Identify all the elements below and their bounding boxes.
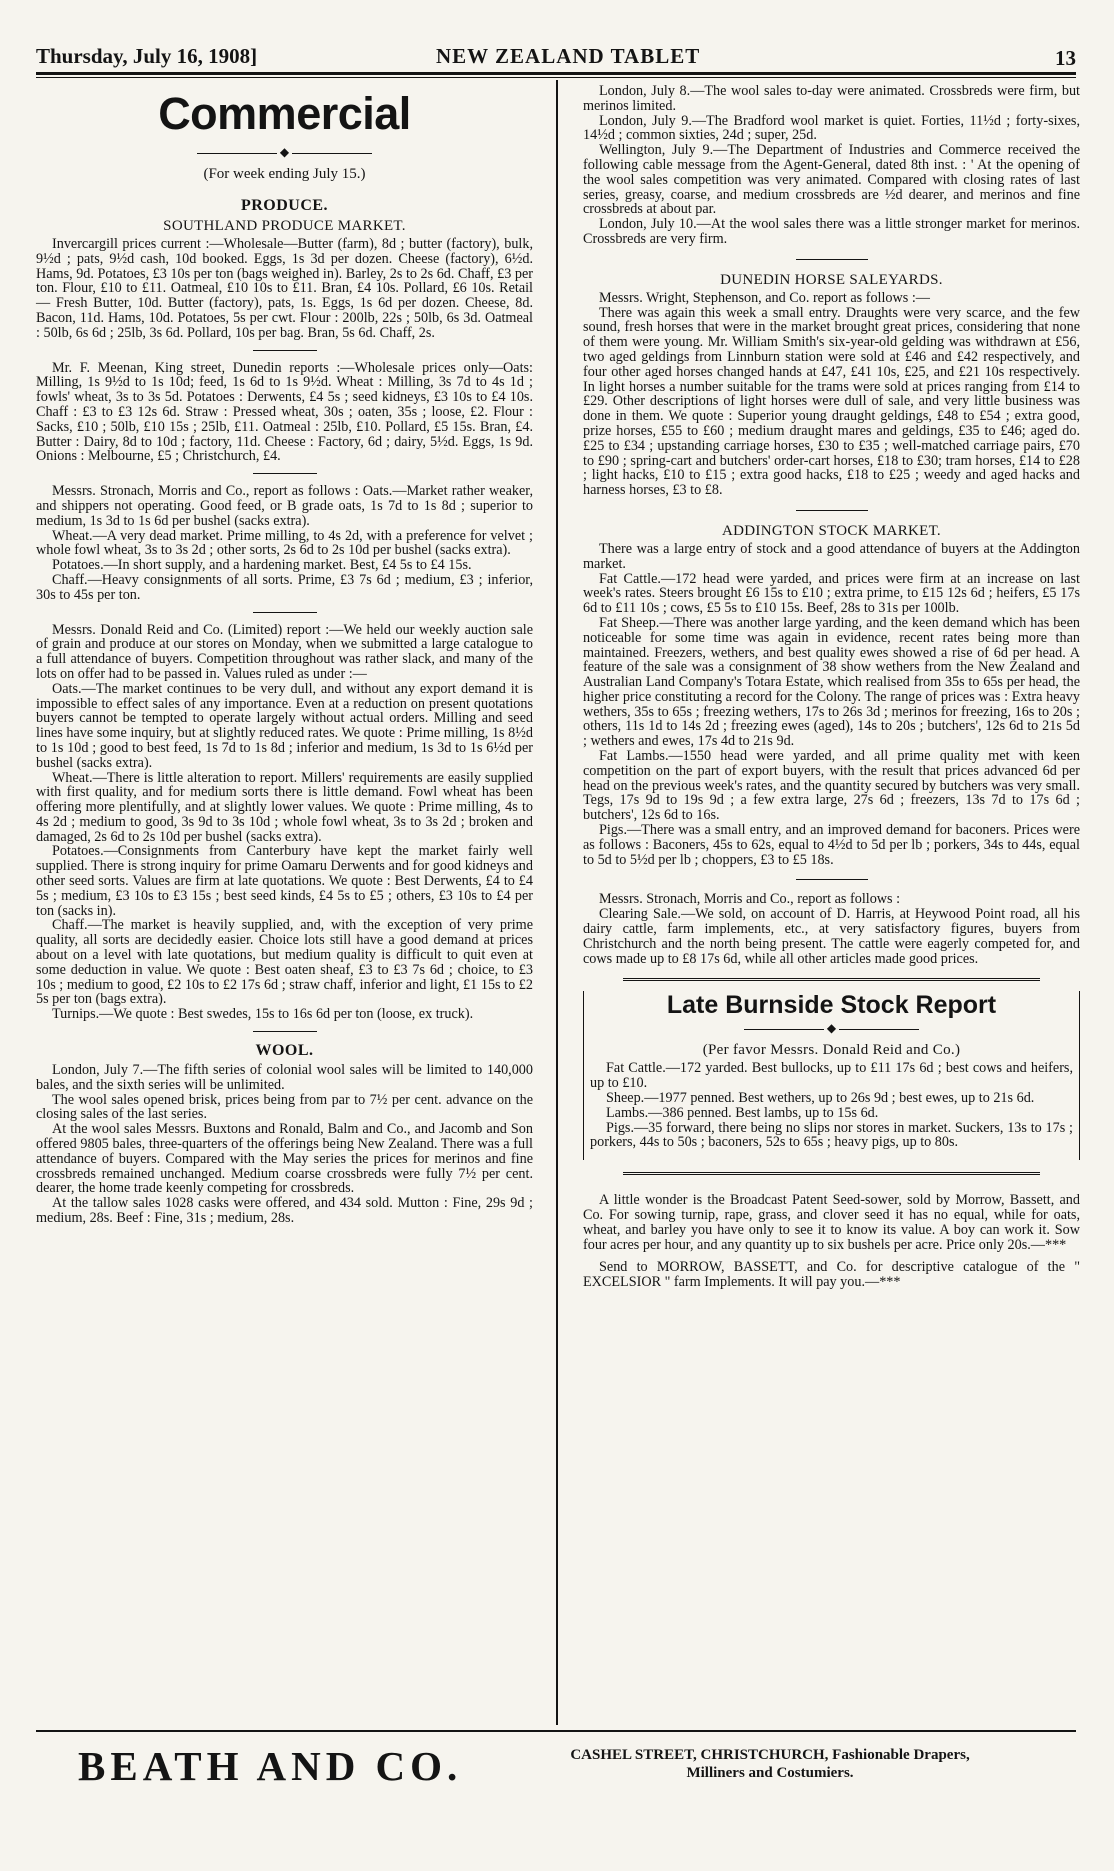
- left-column: [36, 84, 533, 1226]
- stronach-wheat: Wheat.—A very dead market. Prime milling, to 4s 2d, with a preference for velvet ; whole fowl wheat, 3s to 3s 2d ; other sorts, 2s 6d to 2s 10d per bushel (sacks extra).: [36, 527, 533, 559]
- addington-cattle: Fat Cattle.—172 head were yarded, and prices were firm at an increase on last week's rates. Steers brought £6 15s to £10 ; extra prime, to £15 12s 6d ; heifers, £5 17s 6d to £11 10s ; cows, £5 5s to £10 15s. Beef, 28s to 31s per 100lb.: [583, 570, 1080, 617]
- advertiser-address: [510, 1746, 1030, 1782]
- addington-intro: There was a large entry of stock and a good attendance of buyers at the Addington market.: [583, 540, 1080, 572]
- addington-pigs: Pigs.—There was a small entry, and an improved demand for baconers. Prices were as follows : Baconers, 45s to 62s, equal to 4½d to 5d per lb ; porkers, 34s to 44s, equal to 5d to 5½d per lb ; choppers, £3 to £5 18s.: [583, 822, 1080, 868]
- meenan-report: Mr. F. Meenan, King street, Dunedin reports :—Wholesale prices only—Oats: Milling, 1s 9½d to 1s 10d; feed, 1s 6d to 1s 9½d. Wheat : Milling, 3s 7d to 4s 1d ; fowls' wheat, 3s to 3s 5d. Potatoes : Derwents, £4 5s ; seed kidneys, £3 10s to £4 10s. Chaff : £3 to £3 12s 6d. Straw : Pressed wheat, 30s ; oaten, 35s ; loose, £2. Flour : Sacks, £10 ; 50lb, £10 15s ; 25lb, £11. Oatmeal : 25lb, £10. Pollard, £5 15s. Bran, £4. Butter : Dairy, 8d to 10d ; factory, 11d. Cheese : Factory, 6d ; dairy, 5½d. Eggs, 1s 9d. Onions : Melbourne, £5 ; Christchurch, £4.: [36, 359, 533, 465]
- separator: [796, 259, 868, 260]
- reid-wheat: Wheat.—There is little alteration to report. Millers' requirements are easily supplied with first quality, and for medium sorts there is little demand. Fowl wheat has been offering more plentifully, and at slightly lower values. We quote : Prime milling, 4s to 4s 2d ; medium to good, 3s 9d to 3s 10d ; whole fowl wheat, 3s to 3s 2d ; broken and damaged, 2s 6d to 2s 10d per bushel (sacks extra).: [36, 769, 533, 845]
- right-column: [583, 84, 1080, 1290]
- page-number: 13: [1055, 46, 1076, 70]
- stronach-chaff: Chaff.—Heavy consignments of all sorts. Prime, £3 7s 6d ; medium, £3 ; inferior, 30s to 45s per ton.: [36, 571, 533, 603]
- addington-lambs: Fat Lambs.—1550 head were yarded, and all prime quality met with keen competition on the part of export buyers, with the result that prices advanced 6d per head on the previous week's rates, and the quantity secured by butchers was very small. Tegs, 17s 9d to 19s 9d ; a few extra large, 27s 6d ; freezers, 13s 7d to 17s 6d ; butchers', 12s 6d to 16s.: [583, 748, 1080, 824]
- stronach-stock-intro: Messrs. Stronach, Morris and Co., report as follows :: [599, 891, 901, 908]
- separator: [253, 350, 317, 351]
- burnside-pigs: Pigs.—35 forward, there being no slips nor stores in market. Suckers, 13s to 17s ; porkers, 44s to 50s ; baconers, 52s to 65s ; heavy pigs, up to 80s.: [590, 1119, 1073, 1151]
- header-rule: [36, 77, 1076, 78]
- wool-report-3: At the wool sales Messrs. Buxtons and Ronald, Balm and Co., and Jacomb and Son offered 9805 bales, three-quarters of the offerings being New Zealand. There was a full attendance of buyers. Compared with the May series the prices for merinos and fine crossbreds remained unchanged. Medium coarse crossbreds were fully 7½ per cent. dearer, the home trade keenly competing for crossbreds.: [36, 1121, 533, 1197]
- masthead: NEW ZEALAND TABLET: [436, 44, 701, 68]
- burnside-box: [583, 991, 1080, 1160]
- southland-report: Invercargill prices current :—Wholesale—Butter (farm), 8d ; butter (factory), bulk, 9½d ; pats, 9½d cash, 10d booked. Eggs, 1s 3d per dozen. Cheese (factory), 6½d. Hams, 9d. Potatoes, £3 10s per ton (bags weighed in). Barley, 2s to 2s 6d. Chaff, £3 per ton. Flour, £10 to £11. Oatmeal, £10 10s to £11. Bran, £4 10s. Pollard, £6 10s. Retail — Fresh Butter, 10d. Butter (factory), pats, 1s. Eggs, 1s 6d per dozen. Cheese, 8d. Bacon, 11d. Hams, 10d. Potatoes, 5s per cwt. Flour : 200lb, 22s ; 50lb, 6s 3d. Oatmeal : 50lb, 6s 6d ; 25lb, 3s 6d. Pollard, 10s per bag. Bran, 5s 6d. Chaff, 2s.: [36, 236, 533, 341]
- box-top-rule: [623, 978, 1040, 981]
- burnside-lambs: Lambs.—386 penned. Best lambs, up to 15s 6d.: [606, 1104, 879, 1121]
- footer-rule: [36, 1730, 1076, 1732]
- seed-sower-ad: A little wonder is the Broadcast Patent Seed-sower, sold by Morrow, Bassett, and Co. For sowing turnip, rape, grass, and clover seed it has no equal, while for oats, wheat, and barley you have only to see it to know its value. A boy can work it. Sow four acres per hour, and any quantity up to six bushels per acre. Price only 20s.—***: [583, 1192, 1080, 1253]
- burnside-sheep: Sheep.—1977 penned. Best wethers, up to 26s 9d ; best ewes, up to 21s 6d.: [606, 1090, 1035, 1107]
- wool-report-6: London, July 9.—The Bradford wool market is quiet. Forties, 11½d ; forty-sixes, 14½d ; common sixties, 24d ; super, 25d.: [583, 112, 1080, 144]
- burnside-cattle: Fat Cattle.—172 yarded. Best bullocks, up to £11 17s 6d ; best cows and heifers, up to £10.: [590, 1060, 1073, 1092]
- address-line-2: Milliners and Costumiers.: [686, 1765, 854, 1781]
- wool-report-4: At the tallow sales 1028 casks were offered, and 434 sold. Mutton : Fine, 29s 9d ; medium, 28s. Beef : Fine, 31s ; medium, 28s.: [36, 1195, 533, 1227]
- horse-report-intro: Messrs. Wright, Stephenson, and Co. report as follows :—: [599, 289, 930, 306]
- wool-report-2: The wool sales opened brisk, prices being from par to 7½ per cent. advance on the closing sales of the last series.: [36, 1091, 533, 1123]
- reid-oats: Oats.—The market continues to be very dull, and without any export demand it is impossible to effect sales of any importance. Even at a reduction on present quotations buyers cannot be tempted to operate largely without actual orders. Milling and seed lines have some inquiry, but at slightly reduced rates. We quote : Prime milling, 1s 8½d to 1s 10d ; good to best feed, 1s 7d to 1s 8d ; inferior and medium, 1s 3d to 1s 6½d per bushel (sacks extra).: [36, 680, 533, 771]
- advertiser-name: BEATH AND CO.: [78, 1743, 463, 1789]
- wool-report-5: London, July 8.—The wool sales to-day were animated. Crossbreds were firm, but merinos limited.: [583, 83, 1080, 114]
- wool-heading: WOOL.: [255, 1042, 314, 1060]
- week-ending-line: (For week ending July 15.): [203, 166, 366, 182]
- addington-sheep: Fat Sheep.—There was another large yarding, and the keen demand which has been noticeable for some time was again in evidence, recent rates being more than maintained. Freezers, wethers, and best quality ewes showed a rise of 6d per head. A feature of the sale was a consignment of 38 show wethers from the New Zealand and Australian Land Company's Totara Estate, which realised from 35s to 65s per head, the higher price constituting a record for the Colony. The range of prices was : Extra heavy wethers, 35s to 65s ; freezing wethers, 17s to 26s 3d ; merinos for freezing, 16s to 20s ; others, 11s 1d to 14s 2d ; freezing ewes (aged), 14s to 20s ; butchers', 12s 6d to 21s 5d ; wethers and ewes, 17s 4d to 21s 9d.: [583, 614, 1080, 750]
- separator: [796, 510, 868, 511]
- wool-report-7: Wellington, July 9.—The Department of Industries and Commerce received the following cable message from the Agent-General, dated 8th inst. : ' At the opening of the wool sales competition was very animated. Compared with closing rates of last series, greasy, coarse, and medium crossbreds are ½d dearer, and merinos and fine crossbreds at about par.: [583, 142, 1080, 218]
- reid-turnips: Turnips.—We quote : Best swedes, 15s to 16s 6d per ton (loose, ex truck).: [52, 1006, 474, 1023]
- horse-report: There was again this week a small entry. Draughts were very scarce, and the few sound, fresh horses that were in the market brought great prices, considering that none of them were young. Mr. William Smith's six-year-old gelding was withdrawn at £56, two aged geldings from Linnburn station were sold at £46 and £42 respectively, and four other aged horses changed hands at £47, £41 10s, £25, and £21 10s respectively. In light horses a number suitable for the trams were sold at prices ranging from £14 to £29. Other descriptions of light horses were dull of sale, and very little business was done in them. We quote : Superior young draught geldings, £48 to £54 ; extra good, prize horses, £55 to £60 ; medium draught mares and geldings, £35 to £46; aged do. £25 to £34 ; upstanding carriage horses, £30 to £35 ; well-matched carriage pairs, £70 to £90 ; spring-cart and butchers' order-cart horses, £18 to £30; tram horses, £14 to £28 ; light hacks, £10 to £15 ; extra good hacks, £18 to £25 ; weedy and aged hacks and harness horses, £3 to £8.: [583, 304, 1080, 499]
- separator: [796, 879, 868, 880]
- excelsior-ad: Send to MORROW, BASSETT, and Co. for descriptive catalogue of the " EXCELSIOR " farm Implements. It will pay you.—***: [583, 1259, 1080, 1291]
- stronach-report-intro: Messrs. Stronach, Morris and Co., report as follows : Oats.—Market rather weaker, and shippers not operating. Good feed, or B grade oats, 1s 7d to 1s 8d ; superior to medium, 1s 3d to 1s 6d per bushel (sacks extra).: [36, 483, 533, 529]
- stronach-potatoes: Potatoes.—In short supply, and a hardening market. Best, £4 5s to £4 15s.: [52, 557, 472, 574]
- burnside-subtitle: (Per favor Messrs. Donald Reid and Co.): [702, 1042, 961, 1059]
- separator: [253, 1031, 317, 1032]
- page-header: [36, 44, 1076, 75]
- column-divider: [556, 80, 558, 1725]
- separator: [253, 612, 317, 613]
- reid-potatoes: Potatoes.—Consignments from Canterbury have kept the market fairly well supplied. There is strong inquiry for prime Oamaru Derwents and for good kidneys and other seed sorts. Values are firm at late quotations. We quote : Best Derwents, £4 to £4 5s ; medium, £3 10s to £3 15s ; best seed kinds, £4 5s to £5 ; others, £3 10s to £4 per ton (sacks in).: [36, 843, 533, 919]
- ornament-divider: ◆: [36, 146, 533, 158]
- stronach-clearing-sale: Clearing Sale.—We sold, on account of D. Harris, at Heywood Point road, all his dairy cattle, farm implements, etc., at very satisfactory figures, buyers from Christchurch and the north being present. The cattle were eagerly competed for, and cows made up to £8 17s 6d, while all other articles made good prices.: [583, 906, 1080, 967]
- wool-report-8: London, July 10.—At the wool sales there was a little stronger market for merinos. Crossbreds are very firm.: [583, 216, 1080, 247]
- ornament-divider: ◆: [590, 1022, 1073, 1034]
- southland-heading: SOUTHLAND PRODUCE MARKET.: [163, 218, 406, 234]
- issue-date: Thursday, July 16, 1908]: [36, 44, 258, 68]
- produce-heading: PRODUCE.: [240, 197, 329, 214]
- separator: [253, 473, 317, 474]
- reid-report-intro: Messrs. Donald Reid and Co. (Limited) report :—We held our weekly auction sale of grain and produce at our stores on Monday, when we submitted a large catalogue to a full attendance of buyers. Competition throughout was rather slack, and many of the lots on offer had to be passed in. Values ruled as under :—: [36, 621, 533, 682]
- address-line-1: CASHEL STREET, CHRISTCHURCH, Fashionable Drapers,: [570, 1747, 970, 1763]
- section-title-commercial: Commercial: [158, 88, 411, 139]
- box-bottom-rule: [623, 1172, 1040, 1175]
- reid-chaff: Chaff.—The market is heavily supplied, and, with the exception of very prime quality, all sorts are decidedly easier. Choice lots still have a good demand at prices about on a level with late quotations, but medium quality is difficult to quit even at some deduction in value. We quote : Best oaten sheaf, £3 to £3 7s 6d ; choice, to £3 10s ; medium to good, £2 10s to £2 17s 6d ; straw chaff, inferior and light, £1 15s to £2 5s per ton (bags extra).: [36, 917, 533, 1008]
- wool-report-1: London, July 7.—The fifth series of colonial wool sales will be limited to 140,000 bales, and the sixth series will be unlimited.: [36, 1062, 533, 1093]
- addington-heading: ADDINGTON STOCK MARKET.: [722, 522, 941, 539]
- burnside-title: Late Burnside Stock Report: [666, 991, 997, 1020]
- horse-saleyards-heading: DUNEDIN HORSE SALEYARDS.: [720, 271, 943, 288]
